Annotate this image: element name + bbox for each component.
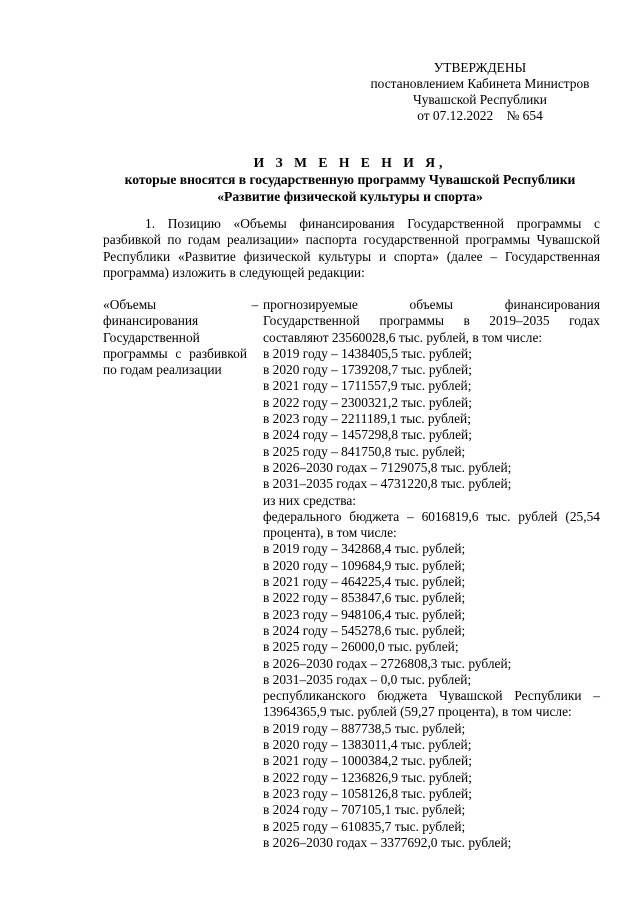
federal-year-line: в 2025 году – 26000,0 тыс. рублей; — [263, 639, 459, 655]
total-intro: прогнозируемые объемы финансирования Государственной программы в 2019–2035 годах составляют 23560028,6 тыс. рублей, в том числе: — [263, 297, 600, 345]
republic-year-line: в 2024 году – 707105,1 тыс. рублей; — [263, 802, 466, 818]
table-dash: – — [251, 297, 259, 312]
federal-year-line: в 2022 году – 853847,6 тыс. рублей; — [263, 590, 466, 606]
approval-line-resolution: постановлением Кабинета Министров — [370, 76, 590, 91]
republic-years-list — [263, 721, 600, 851]
total-year-line: в 2031–2035 годах – 4731220,8 тыс. рублей; — [263, 476, 512, 492]
title-heading: И З М Е Н Е Н И Я, — [253, 155, 447, 170]
total-years-list — [263, 346, 600, 493]
financing-values — [263, 297, 600, 851]
title-line-program: которые вносятся в государственную программу Чувашской Республики — [124, 172, 576, 187]
total-year-line: в 2022 году – 2300321,2 тыс. рублей; — [263, 394, 472, 410]
of-them-label: из них средства: — [263, 492, 357, 508]
total-year-line: в 2023 году – 2211189,1 тыс. рублей; — [263, 411, 471, 427]
federal-year-line: в 2031–2035 годах – 0,0 тыс. рублей; — [263, 671, 472, 687]
republic-year-line: в 2025 году – 610835,7 тыс. рублей; — [263, 818, 466, 834]
federal-year-line: в 2026–2030 годах – 2726808,3 тыс. рублей; — [263, 655, 512, 671]
federal-years-list — [263, 541, 600, 688]
federal-year-line: в 2024 году – 545278,6 тыс. рублей; — [263, 622, 466, 638]
republic-intro: республиканского бюджета Чувашской Республики – 13964365,9 тыс. рублей (59,27 процента), в том числе: — [263, 688, 600, 720]
republic-year-line: в 2020 году – 1383011,4 тыс. рублей; — [263, 737, 472, 753]
approval-line-republic: Чувашской Республики — [413, 92, 547, 107]
republic-year-line: в 2022 году – 1236826,9 тыс. рублей; — [263, 769, 472, 785]
title-line-name: «Развитие физической культуры и спорта» — [217, 189, 483, 204]
republic-year-line: в 2026–2030 годах – 3377692,0 тыс. рублей; — [263, 834, 512, 850]
approval-line-approved: УТВЕРЖДЕНЫ — [433, 60, 527, 75]
total-year-line: в 2024 году – 1457298,8 тыс. рублей; — [263, 427, 472, 443]
federal-year-line: в 2019 году – 342868,4 тыс. рублей; — [263, 541, 466, 557]
republic-year-line: в 2019 году – 887738,5 тыс. рублей; — [263, 720, 466, 736]
federal-year-line: в 2020 году – 109684,9 тыс. рублей; — [263, 557, 466, 573]
republic-year-line: в 2023 году – 1058126,8 тыс. рублей; — [263, 785, 472, 801]
approval-stamp — [360, 60, 600, 124]
approval-date: от 07.12.2022 — [417, 108, 494, 123]
republic-year-line: в 2021 году – 1000384,2 тыс. рублей; — [263, 753, 472, 769]
federal-intro: федерального бюджета – 6016819,6 тыс. рублей (25,54 процента), в том числе: — [263, 508, 600, 541]
paragraph-1: 1. Позицию «Объемы финансирования Государственной программы с разбивкой по годам реализации» паспорта государственной программы Чувашской Республики «Развитие физической культуры и спорта» (далее – Государственная программа) изложить в следующей редакции: — [103, 216, 600, 280]
federal-year-line: в 2023 году – 948106,4 тыс. рублей; — [263, 606, 466, 622]
total-year-line: в 2020 году – 1739208,7 тыс. рублей; — [263, 362, 472, 378]
total-year-line: в 2021 году – 1711557,9 тыс. рублей; — [263, 378, 472, 394]
total-year-line: в 2026–2030 годах – 7129075,8 тыс. рублей; — [263, 459, 512, 475]
total-year-line: в 2019 году – 1438405,5 тыс. рублей; — [263, 345, 472, 361]
financing-label: «Объемы финансирования Государственной программы с разбивкой по годам реализации — [103, 297, 247, 378]
approval-date-line — [360, 108, 600, 124]
total-year-line: в 2025 году – 841750,8 тыс. рублей; — [263, 443, 466, 459]
document-title — [100, 154, 600, 205]
federal-year-line: в 2021 году – 464225,4 тыс. рублей; — [263, 574, 466, 590]
approval-number: № 654 — [506, 108, 543, 123]
